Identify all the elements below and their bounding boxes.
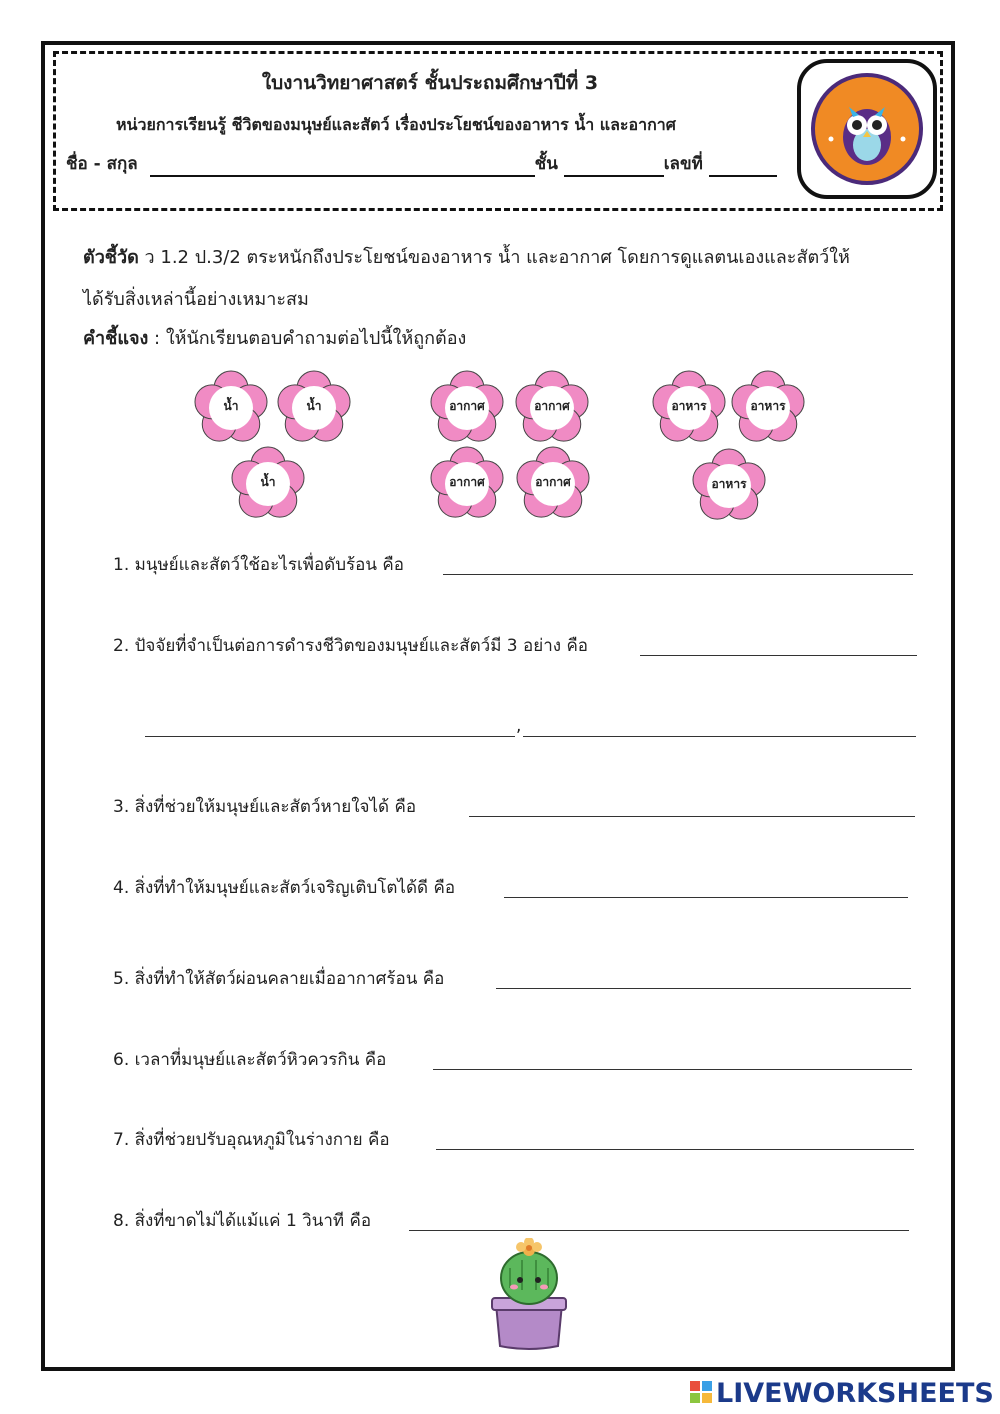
liveworksheets-watermark: LIVEWORKSHEETS — [716, 1378, 994, 1409]
word-bank-label: น้ำ — [260, 475, 276, 489]
answer-5-field[interactable] — [496, 988, 911, 989]
answer-8-field[interactable] — [409, 1230, 909, 1231]
answer-7-field[interactable] — [436, 1149, 914, 1150]
word-bank-flower — [429, 370, 505, 450]
worksheet-title: ใบงานวิทยาศาสตร์ ชั้นประถมศึกษาปีที่ 3 — [261, 72, 599, 94]
answer-2b-field[interactable] — [145, 736, 515, 737]
question-8: 8. สิ่งที่ขาดไม่ได้แม้แค่ 1 วินาที คือ — [113, 1211, 372, 1231]
name-row — [66, 150, 777, 177]
word-bank-flower — [429, 446, 505, 526]
indicator-label: ตัวชี้วัด — [83, 247, 139, 268]
instruction-text: : ให้นักเรียนตอบคำถามต่อไปนี้ให้ถูกต้อง — [148, 328, 467, 349]
class-label: ชั้น — [534, 154, 558, 174]
word-bank-flower — [651, 370, 727, 450]
word-bank-label: อาหาร — [750, 399, 786, 413]
answer-separator: , — [516, 716, 522, 736]
question-1: 1. มนุษย์และสัตว์ใช้อะไรเพื่อดับร้อน คือ — [113, 555, 404, 575]
word-bank-flower — [515, 446, 591, 526]
answer-1-field[interactable] — [443, 574, 913, 575]
instruction-label: คำชี้แจง — [83, 328, 149, 349]
indicator-line-2: ได้รับสิ่งเหล่านี้อย่างเหมาะสม — [83, 289, 309, 310]
name-field[interactable] — [150, 155, 535, 177]
worksheet-frame — [41, 41, 955, 1371]
question-2: 2. ปัจจัยที่จำเป็นต่อการดำรงชีวิตของมนุษย์และสัตว์มี 3 อย่าง คือ — [113, 636, 589, 656]
word-bank-label: น้ำ — [306, 399, 322, 413]
question-7: 7. สิ่งที่ช่วยปรับอุณหภูมิในร่างกาย คือ — [113, 1130, 390, 1150]
worksheet-subtitle: หน่วยการเรียนรู้ ชีวิตของมนุษย์และสัตว์ เรื่องประโยชน์ของอาหาร น้ำ และอากาศ — [116, 115, 676, 134]
word-bank-flower — [730, 370, 806, 450]
word-bank-label: อาหาร — [711, 477, 747, 491]
word-bank-label: อากาศ — [535, 475, 571, 489]
answer-3-field[interactable] — [469, 816, 915, 817]
owl-icon — [815, 77, 919, 181]
question-4: 4. สิ่งที่ทำให้มนุษย์และสัตว์เจริญเติบโตได้ดี คือ — [113, 878, 456, 898]
question-6: 6. เวลาที่มนุษย์และสัตว์หิวควรกิน คือ — [113, 1050, 387, 1070]
number-label: เลขที่ — [663, 154, 703, 174]
school-logo — [797, 59, 937, 199]
word-bank-flower — [230, 446, 306, 526]
word-bank-flower — [193, 370, 269, 450]
question-3: 3. สิ่งที่ช่วยให้มนุษย์และสัตว์หายใจได้ คือ — [113, 797, 417, 817]
name-label: ชื่อ - สกุล — [66, 154, 138, 174]
liveworksheets-logo-icon — [690, 1381, 712, 1403]
word-bank-label: น้ำ — [223, 399, 239, 413]
word-bank-flower — [691, 448, 767, 528]
answer-4-field[interactable] — [504, 897, 908, 898]
class-field[interactable] — [564, 155, 664, 177]
word-bank-flower — [514, 370, 590, 450]
question-5: 5. สิ่งที่ทำให้สัตว์ผ่อนคลายเมื่ออากาศร้อน คือ — [113, 969, 445, 989]
instruction-line — [83, 323, 466, 352]
word-bank-label: อาหาร — [671, 399, 707, 413]
answer-2c-field[interactable] — [523, 736, 916, 737]
word-bank-label: อากาศ — [449, 399, 485, 413]
answer-2a-field[interactable] — [640, 655, 917, 656]
number-field[interactable] — [709, 155, 777, 177]
indicator-line-1 — [83, 242, 850, 271]
cactus-icon — [488, 1238, 570, 1352]
word-bank-flower — [276, 370, 352, 450]
word-bank-label: อากาศ — [534, 399, 570, 413]
answer-6-field[interactable] — [433, 1069, 912, 1070]
word-bank-label: อากาศ — [449, 475, 485, 489]
indicator-text: ว 1.2 ป.3/2 ตระหนักถึงประโยชน์ของอาหาร น้ำ และอากาศ โดยการดูแลตนเองและสัตว์ให้ — [138, 247, 850, 268]
logo-badge — [811, 73, 923, 185]
